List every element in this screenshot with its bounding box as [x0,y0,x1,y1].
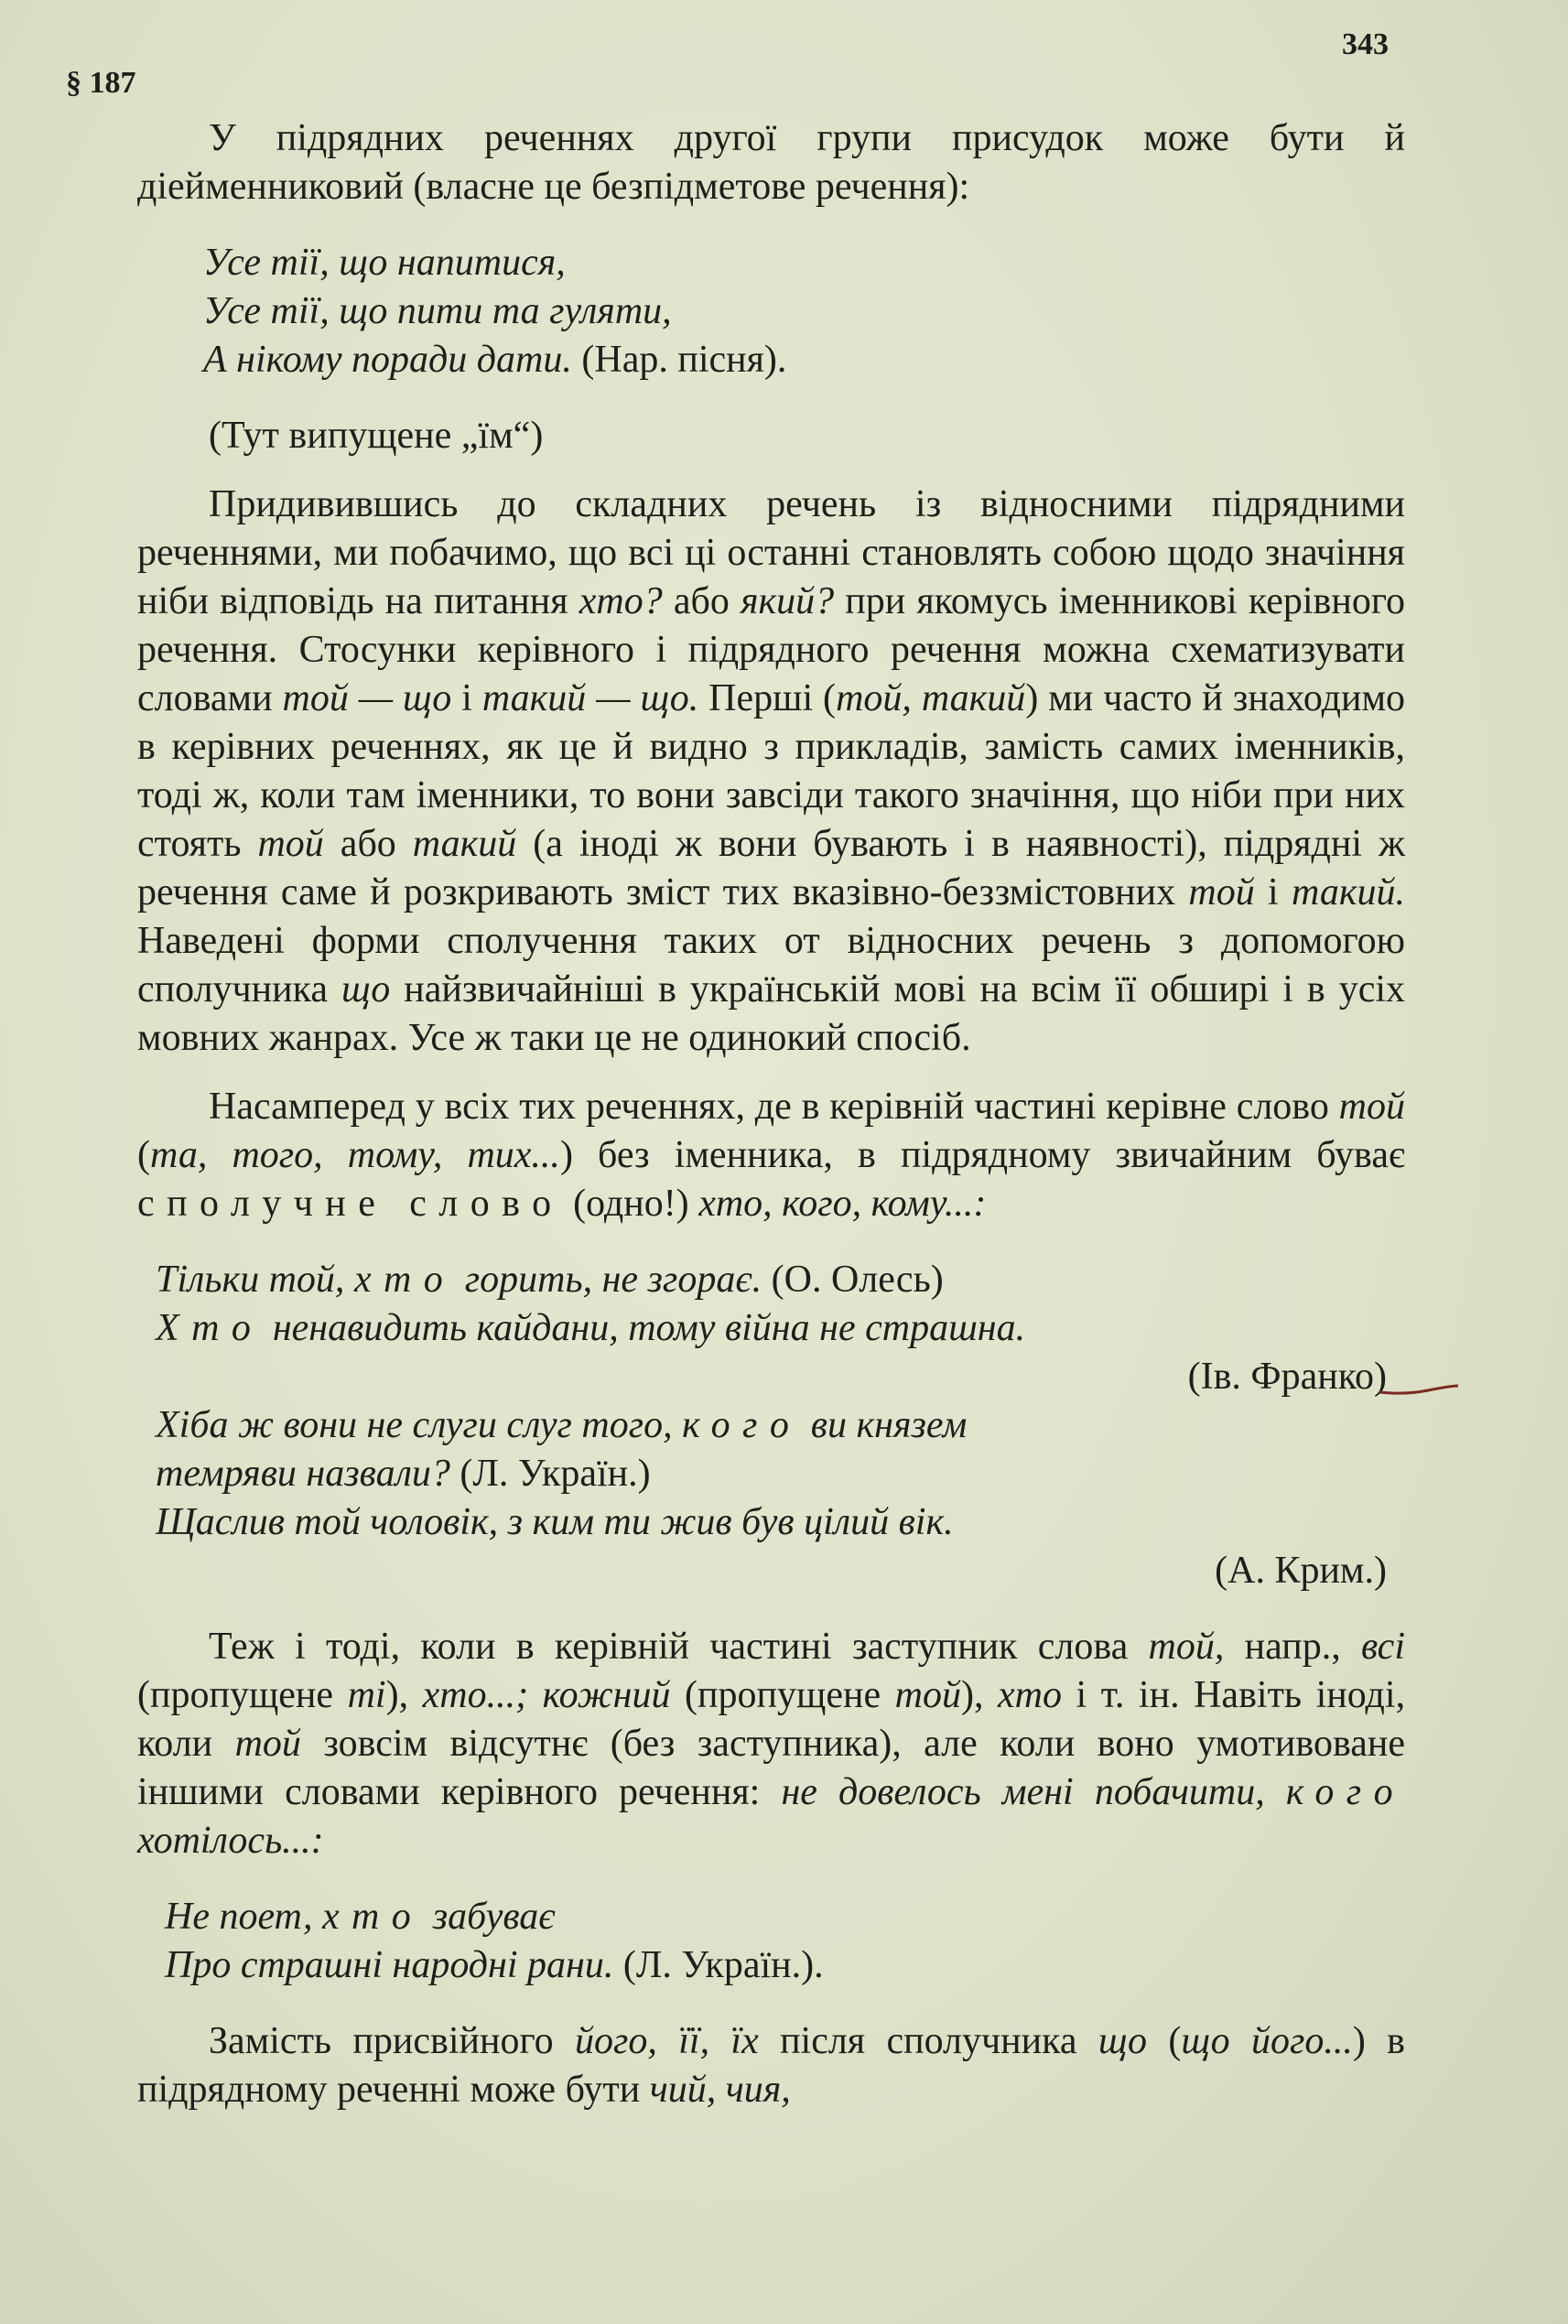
note-line: (Тут випущене „їм“) [209,415,544,457]
example-block-2 [156,1256,1387,1595]
poem-line: Не поет, хто забуває [165,1896,556,1938]
poem-line: Усе тії, що пити та гуляти, [203,290,672,332]
page-body [137,114,1405,2114]
poem-line: А нікому поради дати. (Нар. пісня). [203,339,787,381]
example-line: Щаслив той чоловік, з ким ти жив був цілий вік. [156,1501,954,1543]
poem-line: Усе тії, що напитися, [203,242,566,284]
citation: (Нар. пісня). [581,339,787,381]
example-line: Хіба ж вони не слуги слуг того, кого ви князем [156,1404,968,1446]
citation: (Ів. Франко) [1187,1356,1387,1398]
poem-line: Про страшні народні рани. (Л. Україн.). [165,1944,824,1986]
paragraph-3: Насамперед у всіх тих реченнях, де в керівній частині керівне слово той (та, того, тому, тих...) без іменника, в підрядному звичайним буває сполучне слово (одно!) хто, кого, кому...: [137,1086,1406,1225]
paragraph-2: Придивившись до складних речень із відносними підрядними реченнями, ми побачимо, що всі ці останні становлять собою щодо значіння ніби відповідь на питання хто? або який? при якомусь іменникові керівного речення. Стосунки керівного і підрядного речення можна схематизувати словами той — що і такий — що. Перші (той, такий) ми часто й знаходимо в керівних реченнях, як це й видно з прикладів, замість самих іменників, тоді ж, коли там іменники, то вони завсіди такого значіння, що ніби при них стоять той або такий (а іноді ж вони бувають і в наявності), підрядні ж речення саме й розкривають зміст тих вказівно-беззмістовних той і такий. Наведені форми сполучення таких от відносних речень з допомогою сполучника що найзвичайніші в українській мові на всім її обширі і в усіх мовних жанрах. Усе ж таки це не одинокий спосіб. [137,483,1406,1059]
example-line: Тільки той, хто горить, не згорає. (О. Олесь) [156,1259,944,1301]
paragraph-1: У підрядних реченнях другої групи присудок може бути й діейменниковий (власне це безпідметове речення): [137,117,1405,208]
example-line: Хто ненавидить кайдани, тому війна не страшна. [156,1307,1026,1349]
page-number: 343 [1342,27,1389,61]
paragraph-4: Теж і тоді, коли в керівній частині заступник слова той, напр., всі (пропущене ті), хто...; кожний (пропущене той), хто і т. ін. Навіть іноді, коли той зовсім відсутнє (без заступника), але коли воно умотивоване іншими словами керівного речення: не довелось мені побачити, кого хотілось...: [137,1626,1406,1862]
citation: (А. Крим.) [1215,1550,1387,1592]
poem-example-3 [165,1893,1405,1990]
paragraph-5: Замість присвійного його, її, їх після сполучника що (що його...) в підрядному реченні може бути чий, чия, [137,2020,1406,2111]
example-line: темряви назвали? (Л. Україн.) [156,1453,651,1495]
section-number: § 187 [66,66,136,100]
pencil-mark [1378,1384,1460,1397]
poem-example-1 [203,239,1405,384]
